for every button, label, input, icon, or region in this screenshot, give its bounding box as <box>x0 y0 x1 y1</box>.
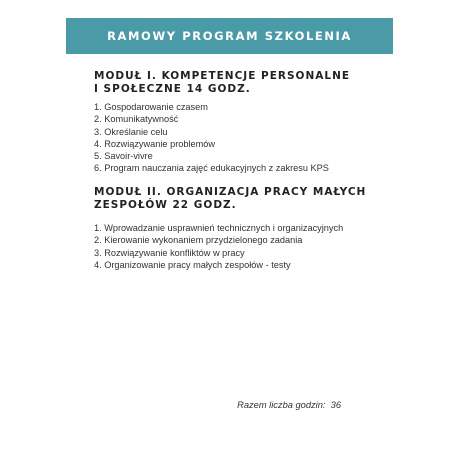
total-hours <box>237 400 341 410</box>
total-hours-value: 36 <box>330 400 341 410</box>
list-item: 1. Gospodarowanie czasem <box>94 102 208 112</box>
module-1-title <box>94 70 350 96</box>
total-hours-label: Razem liczba godzin: <box>237 400 326 410</box>
module-1-list <box>94 101 329 175</box>
list-item: 4. Organizowanie pracy małych zespołów - testy <box>94 259 291 270</box>
module-1-title-line1: MODUŁ I. KOMPETENCJE PERSONALNE <box>94 70 351 82</box>
module-2-title-line2: ZESPOŁÓW 22 GODZ. <box>94 199 237 211</box>
list-item: 2. Komunikatywność <box>94 114 179 125</box>
list-item: 1. Wprowadzanie usprawnień technicznych i organizacyjnych <box>94 223 344 233</box>
module-2-title <box>94 186 366 212</box>
module-2-title-line1: MODUŁ II. ORGANIZACJA PRACY MAŁYCH <box>94 186 367 198</box>
module-1-title-line2: I SPOŁECZNE 14 GODZ. <box>94 83 251 95</box>
page-title: RAMOWY PROGRAM SZKOLENIA <box>107 29 352 43</box>
list-item: 5. Savoir-vivre <box>94 151 153 162</box>
list-item: 3. Rozwiązywanie konfliktów w pracy <box>94 247 245 258</box>
list-item: 6. Program nauczania zajęć edukacyjnych z zakresu KPS <box>94 163 329 174</box>
title-banner <box>66 18 393 54</box>
module-2-list <box>94 222 343 271</box>
list-item: 2. Kierowanie wykonaniem przydzielonego zadania <box>94 235 303 246</box>
list-item: 4. Rozwiązywanie problemów <box>94 138 216 149</box>
list-item: 3. Określanie celu <box>94 126 168 137</box>
